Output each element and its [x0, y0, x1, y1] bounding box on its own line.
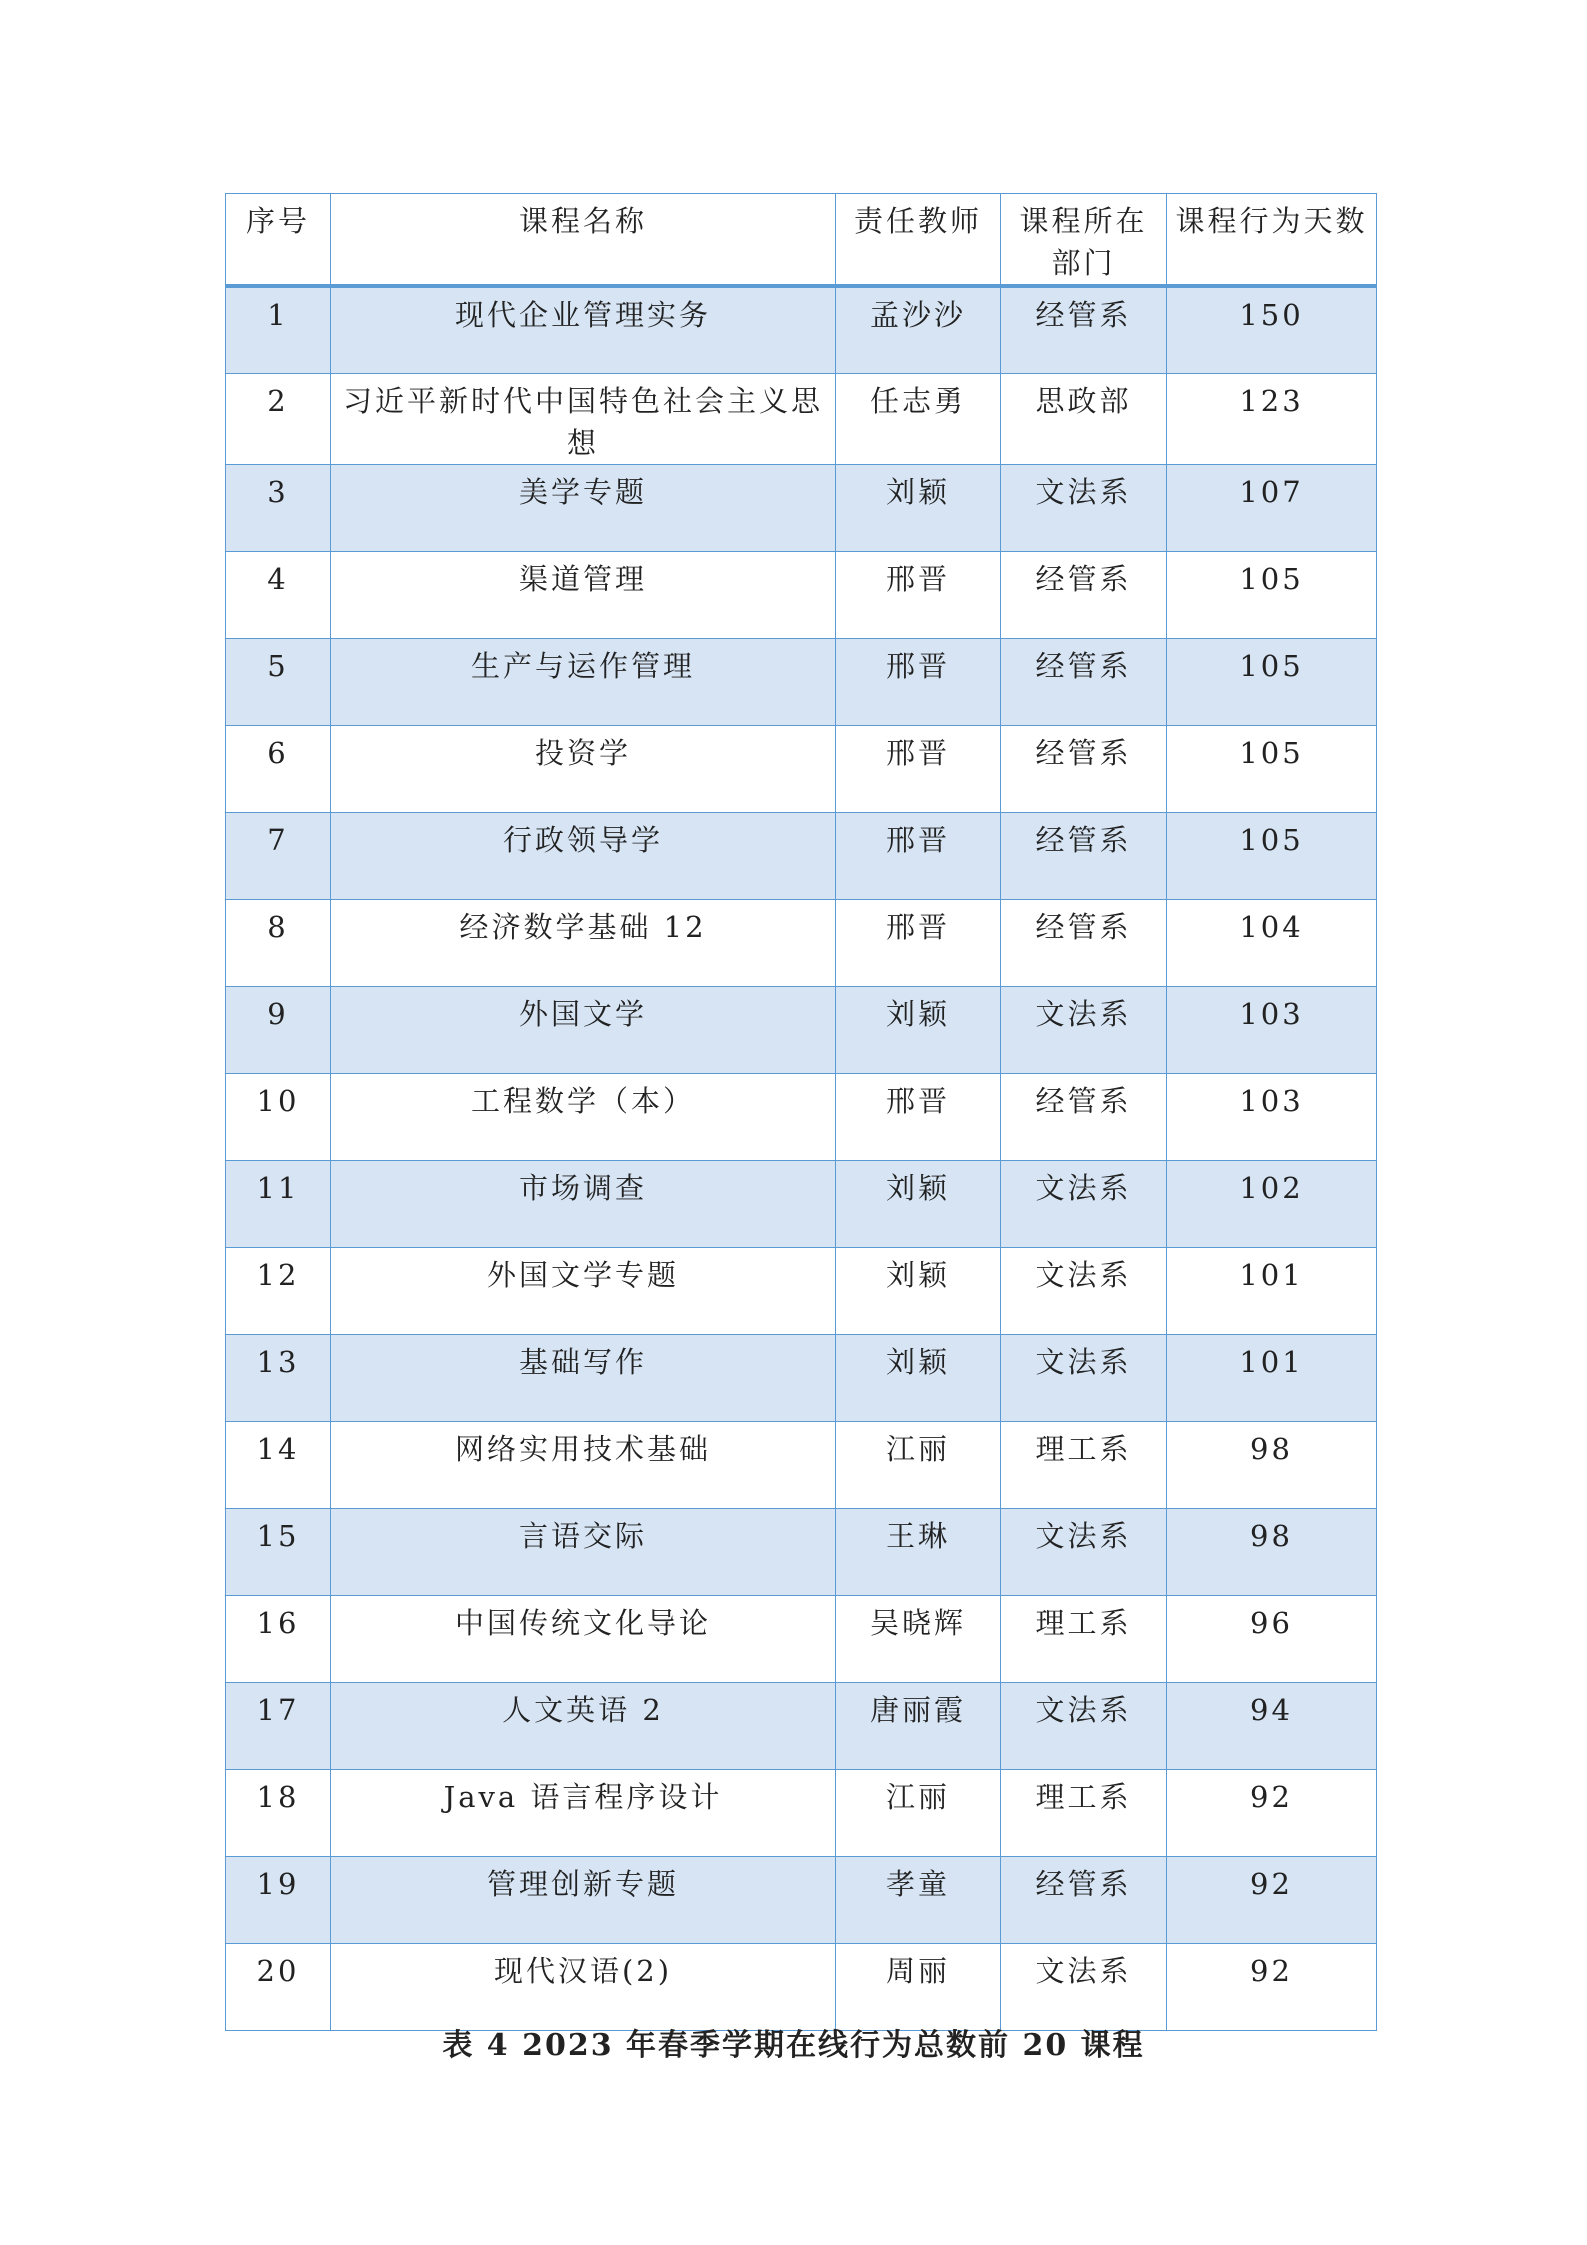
cell-activity-days: 102 — [1167, 1160, 1377, 1247]
cell-course-name: 言语交际 — [331, 1508, 836, 1595]
cell-activity-days: 105 — [1167, 812, 1377, 899]
cell-course-name: 投资学 — [331, 725, 836, 812]
cell-index: 13 — [226, 1334, 331, 1421]
cell-index: 5 — [226, 638, 331, 725]
cell-teacher: 任志勇 — [836, 373, 1001, 464]
cell-department: 经管系 — [1001, 286, 1167, 373]
cell-index: 1 — [226, 286, 331, 373]
cell-course-name: 现代汉语(2) — [331, 1943, 836, 2030]
cell-department: 经管系 — [1001, 812, 1167, 899]
cell-department: 理工系 — [1001, 1421, 1167, 1508]
cell-course-name: 生产与运作管理 — [331, 638, 836, 725]
cell-course-name: 基础写作 — [331, 1334, 836, 1421]
cell-department: 经管系 — [1001, 725, 1167, 812]
cell-department: 文法系 — [1001, 1943, 1167, 2030]
cell-department: 思政部 — [1001, 373, 1167, 464]
header-index: 序号 — [226, 194, 331, 287]
cell-course-name: 人文英语 2 — [331, 1682, 836, 1769]
table-row — [226, 1421, 1377, 1508]
cell-teacher: 刘颖 — [836, 1334, 1001, 1421]
table-row — [226, 1943, 1377, 2030]
cell-course-name: 工程数学（本） — [331, 1073, 836, 1160]
cell-teacher: 孝童 — [836, 1856, 1001, 1943]
cell-index: 16 — [226, 1595, 331, 1682]
cell-activity-days: 123 — [1167, 373, 1377, 464]
cell-index: 6 — [226, 725, 331, 812]
cell-activity-days: 103 — [1167, 1073, 1377, 1160]
table-row — [226, 1508, 1377, 1595]
cell-department: 理工系 — [1001, 1769, 1167, 1856]
cell-department: 经管系 — [1001, 899, 1167, 986]
cell-activity-days: 96 — [1167, 1595, 1377, 1682]
table-caption: 表 4 2023 年春季学期在线行为总数前 20 课程 — [442, 2028, 1145, 2063]
cell-course-name: 习近平新时代中国特色社会主义思想 — [331, 373, 836, 464]
cell-teacher: 唐丽霞 — [836, 1682, 1001, 1769]
cell-activity-days: 92 — [1167, 1943, 1377, 2030]
cell-department: 经管系 — [1001, 1073, 1167, 1160]
table-row — [226, 1856, 1377, 1943]
cell-activity-days: 104 — [1167, 899, 1377, 986]
cell-department: 理工系 — [1001, 1595, 1167, 1682]
cell-teacher: 刘颖 — [836, 1160, 1001, 1247]
cell-department: 文法系 — [1001, 986, 1167, 1073]
cell-index: 4 — [226, 551, 331, 638]
cell-teacher: 邢晋 — [836, 1073, 1001, 1160]
cell-index: 20 — [226, 1943, 331, 2030]
cell-index: 3 — [226, 464, 331, 551]
cell-course-name: 市场调查 — [331, 1160, 836, 1247]
table-row — [226, 986, 1377, 1073]
cell-teacher: 吴晓辉 — [836, 1595, 1001, 1682]
cell-course-name: 美学专题 — [331, 464, 836, 551]
cell-teacher: 刘颖 — [836, 986, 1001, 1073]
table-row — [226, 1682, 1377, 1769]
cell-activity-days: 94 — [1167, 1682, 1377, 1769]
cell-index: 19 — [226, 1856, 331, 1943]
cell-department: 文法系 — [1001, 464, 1167, 551]
cell-department: 文法系 — [1001, 1247, 1167, 1334]
cell-course-name: Java 语言程序设计 — [331, 1769, 836, 1856]
cell-index: 7 — [226, 812, 331, 899]
cell-activity-days: 107 — [1167, 464, 1377, 551]
course-ranking-table — [225, 193, 1377, 2031]
cell-activity-days: 101 — [1167, 1334, 1377, 1421]
cell-activity-days: 105 — [1167, 551, 1377, 638]
cell-index: 8 — [226, 899, 331, 986]
table-row — [226, 812, 1377, 899]
header-department: 课程所在部门 — [1001, 194, 1167, 287]
cell-index: 18 — [226, 1769, 331, 1856]
cell-teacher: 刘颖 — [836, 1247, 1001, 1334]
table-row — [226, 638, 1377, 725]
cell-activity-days: 92 — [1167, 1856, 1377, 1943]
cell-department: 文法系 — [1001, 1682, 1167, 1769]
cell-index: 15 — [226, 1508, 331, 1595]
table-row — [226, 286, 1377, 373]
cell-activity-days: 103 — [1167, 986, 1377, 1073]
cell-activity-days: 150 — [1167, 286, 1377, 373]
cell-index: 9 — [226, 986, 331, 1073]
cell-teacher: 邢晋 — [836, 812, 1001, 899]
cell-course-name: 管理创新专题 — [331, 1856, 836, 1943]
header-row — [226, 194, 1377, 287]
header-activity-days: 课程行为天数 — [1167, 194, 1377, 287]
cell-index: 14 — [226, 1421, 331, 1508]
cell-teacher: 江丽 — [836, 1421, 1001, 1508]
table-header — [226, 194, 1377, 287]
table-row — [226, 1334, 1377, 1421]
table-body — [226, 286, 1377, 2030]
cell-department: 经管系 — [1001, 551, 1167, 638]
table-row — [226, 1595, 1377, 1682]
cell-teacher: 王琳 — [836, 1508, 1001, 1595]
cell-index: 12 — [226, 1247, 331, 1334]
cell-activity-days: 98 — [1167, 1421, 1377, 1508]
cell-teacher: 刘颖 — [836, 464, 1001, 551]
cell-course-name: 经济数学基础 12 — [331, 899, 836, 986]
cell-teacher: 邢晋 — [836, 899, 1001, 986]
cell-course-name: 中国传统文化导论 — [331, 1595, 836, 1682]
header-course-name: 课程名称 — [331, 194, 836, 287]
cell-teacher: 江丽 — [836, 1769, 1001, 1856]
cell-department: 文法系 — [1001, 1508, 1167, 1595]
cell-activity-days: 98 — [1167, 1508, 1377, 1595]
cell-course-name: 网络实用技术基础 — [331, 1421, 836, 1508]
cell-activity-days: 92 — [1167, 1769, 1377, 1856]
cell-teacher: 周丽 — [836, 1943, 1001, 2030]
cell-department: 经管系 — [1001, 638, 1167, 725]
table-row — [226, 1073, 1377, 1160]
cell-activity-days: 101 — [1167, 1247, 1377, 1334]
table-row — [226, 725, 1377, 812]
table-row — [226, 1769, 1377, 1856]
cell-course-name: 外国文学 — [331, 986, 836, 1073]
cell-index: 17 — [226, 1682, 331, 1769]
table-row — [226, 1160, 1377, 1247]
table-row — [226, 899, 1377, 986]
cell-course-name: 现代企业管理实务 — [331, 286, 836, 373]
table-row — [226, 373, 1377, 464]
cell-activity-days: 105 — [1167, 725, 1377, 812]
table-row — [226, 551, 1377, 638]
cell-index: 11 — [226, 1160, 331, 1247]
cell-teacher: 孟沙沙 — [836, 286, 1001, 373]
cell-department: 文法系 — [1001, 1160, 1167, 1247]
cell-index: 2 — [226, 373, 331, 464]
cell-department: 经管系 — [1001, 1856, 1167, 1943]
cell-activity-days: 105 — [1167, 638, 1377, 725]
cell-department: 文法系 — [1001, 1334, 1167, 1421]
cell-course-name: 行政领导学 — [331, 812, 836, 899]
cell-index: 10 — [226, 1073, 331, 1160]
cell-course-name: 外国文学专题 — [331, 1247, 836, 1334]
table-row — [226, 1247, 1377, 1334]
cell-teacher: 邢晋 — [836, 725, 1001, 812]
header-teacher: 责任教师 — [836, 194, 1001, 287]
cell-teacher: 邢晋 — [836, 551, 1001, 638]
table-row — [226, 464, 1377, 551]
cell-course-name: 渠道管理 — [331, 551, 836, 638]
cell-teacher: 邢晋 — [836, 638, 1001, 725]
